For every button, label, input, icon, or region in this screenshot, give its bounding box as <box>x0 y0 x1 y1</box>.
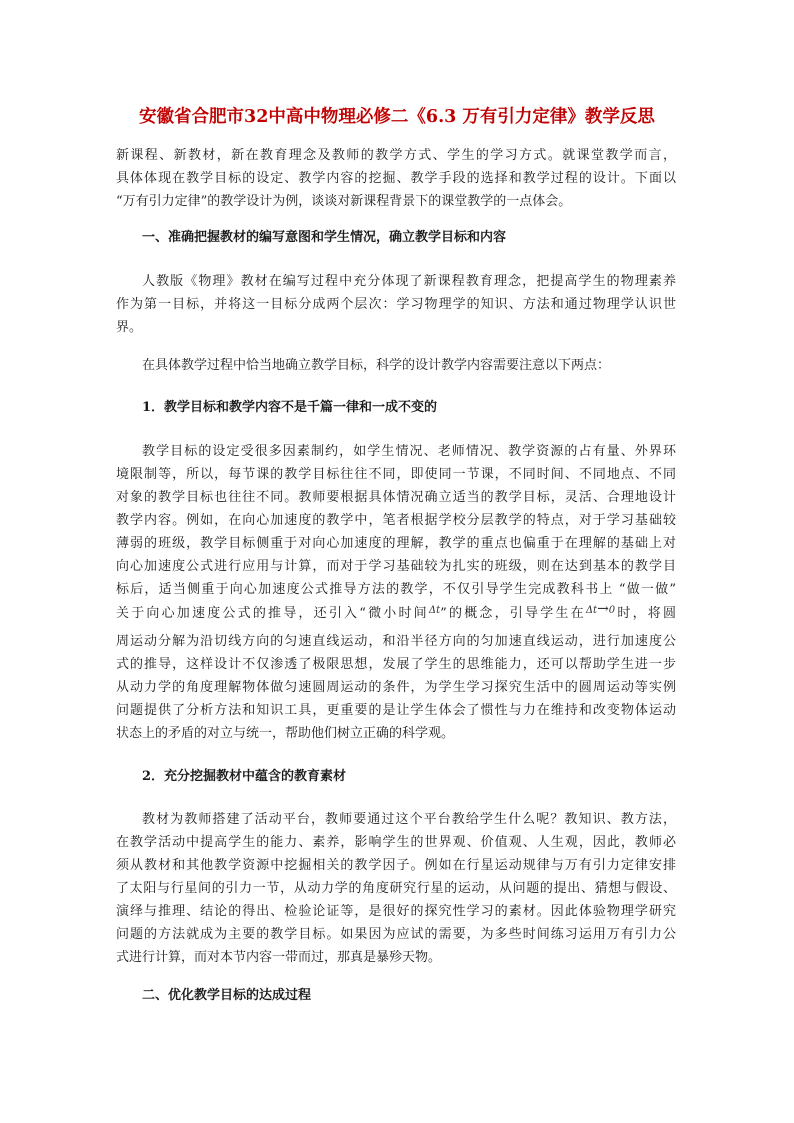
paragraph-3-continued <box>116 630 676 745</box>
formula-text: 关于向心加速度公式的推导，还引入“微小时间 <box>116 606 429 621</box>
section-1-heading: 一、准确把握教材的编写意图和学生情况，确立教学目标和内容 <box>142 230 507 245</box>
paragraph-line: 标后，适当侧重于向心加速度公式推导方法的教学，不仅引导学生完成教科书上 “做一做” <box>116 582 676 597</box>
delta-t-symbol: Δt <box>585 605 598 616</box>
intro-line: “万有引力定律”的教学设计为例，谈谈对新课程背景下的课堂教学的一点体会。 <box>116 194 572 209</box>
paragraph-line: 周运动分解为沿切线方向的匀速直线运动，和沿半径方向的匀加速直线运动，进行加速度公 <box>116 634 676 649</box>
paragraph-line: 演绎与推理、结论的得出、检验论证等，是很好的探究性学习的素材。因此体验物理学研究 <box>116 904 676 919</box>
paragraph-line: 在教学活动中提高学生的能力、素养，影响学生的世界观、价值观、人生观，因此，教师必 <box>116 835 676 850</box>
paragraph-line: 向心加速度公式进行应用与计算，而对于学习基础较为扎实的班级，则在达到基本的教学目 <box>116 559 676 574</box>
formula-text: ”的概念，引导学生在 <box>440 606 586 621</box>
formula-line <box>116 602 676 626</box>
paragraph-line: 人教版《物理》教材在编写过程中充分体现了新课程教育理念，把提高学生的物理素养 <box>142 274 676 289</box>
section-2-heading: 二、优化教学目标的达成过程 <box>142 988 312 1003</box>
paragraph-line: 界。 <box>116 320 143 335</box>
subsection-2-heading: 2．充分挖掘教材中蕴含的教育素材 <box>142 769 347 784</box>
paragraph-line: 教学目标的设定受很多因素制约，如学生情况、老师情况、教学资源的占有量、外界环 <box>142 444 676 459</box>
formula-text: 时，将圆 <box>615 606 676 621</box>
paragraph-line: 作为第一目标，并将这一目标分成两个层次：学习物理学的知识、方法和通过物理学认识世 <box>116 297 676 312</box>
paragraph-line: 问题的方法就成为主要的教学目标。如果因为应试的需要，为多些时间练习运用万有引力公 <box>116 927 676 942</box>
intro-line: 新课程、新教材，新在教育理念及教师的教学方式、学生的学习方式。就课堂教学而言， <box>116 148 676 163</box>
paragraph-line: 境限制等，所以，每节课的教学目标往往不同，即使同一节课，不同时间、不同地点、不同 <box>116 467 676 482</box>
document-title: 安徽省合肥市32中高中物理必修二《6.3 万有引力定律》教学反思 <box>139 107 655 127</box>
paragraph-line: 教材为教师搭建了活动平台，教师要通过这个平台教给学生什么呢？教知识、教方法， <box>142 812 676 827</box>
paragraph-line: 对象的教学目标也往往不同。教师要根据具体情况确立适当的教学目标，灵活、合理地设计 <box>116 490 676 505</box>
paragraph-1 <box>116 270 676 339</box>
paragraph-line: 教学内容。例如，在向心加速度的教学中，笔者根据学校分层教学的特点，对于学习基础较 <box>116 513 676 528</box>
intro-line: 具体体现在教学目标的设定、教学内容的挖掘、教学手段的选择和教学过程的设计。下面以 <box>116 171 676 186</box>
paragraph-3-formula-line <box>116 602 676 626</box>
paragraph-line: 状态上的矛盾的对立与统一，帮助他们树立正确的科学观。 <box>116 726 455 741</box>
paragraph-line: 在具体教学过程中恰当地确立教学目标，科学的设计教学内容需要注意以下两点： <box>142 358 611 373</box>
paragraph-2 <box>116 354 676 377</box>
paragraph-line: 式的推导，这样设计不仅渗透了极限思想，发展了学生的思维能力，还可以帮助学生进一步 <box>116 657 676 672</box>
subsection-1-heading: 1．教学目标和教学内容不是千篇一律和一成不变的 <box>142 400 438 415</box>
paragraph-line: 了太阳与行星间的引力一节，从动力学的角度研究行星的运动，从问题的提出、猜想与假设、 <box>116 881 676 896</box>
zero-symbol: 0 <box>608 605 616 616</box>
arrow-symbol: → <box>597 601 609 617</box>
intro-paragraph <box>116 144 676 213</box>
paragraph-4 <box>116 808 676 969</box>
paragraph-line: 薄弱的班级，教学目标侧重于对向心加速度的理解，教学的重点也偏重于在理解的基础上对 <box>116 536 676 551</box>
delta-t-symbol: Δt <box>428 605 441 616</box>
paragraph-line: 式进行计算，而对本节内容一带而过，那真是暴殄天物。 <box>116 950 442 965</box>
paragraph-line: 问题提供了分析方法和知识工具，更重要的是让学生体会了惯性与力在维持和改变物体运动 <box>116 703 676 718</box>
paragraph-line: 须从教材和其他教学资源中挖掘相关的教学因子。例如在行星运动规律与万有引力定律安排 <box>116 858 676 873</box>
paragraph-3 <box>116 440 676 601</box>
paragraph-line: 从动力学的角度理解物体做匀速圆周运动的条件，为学生学习探究生活中的圆周运动等实例 <box>116 680 676 695</box>
